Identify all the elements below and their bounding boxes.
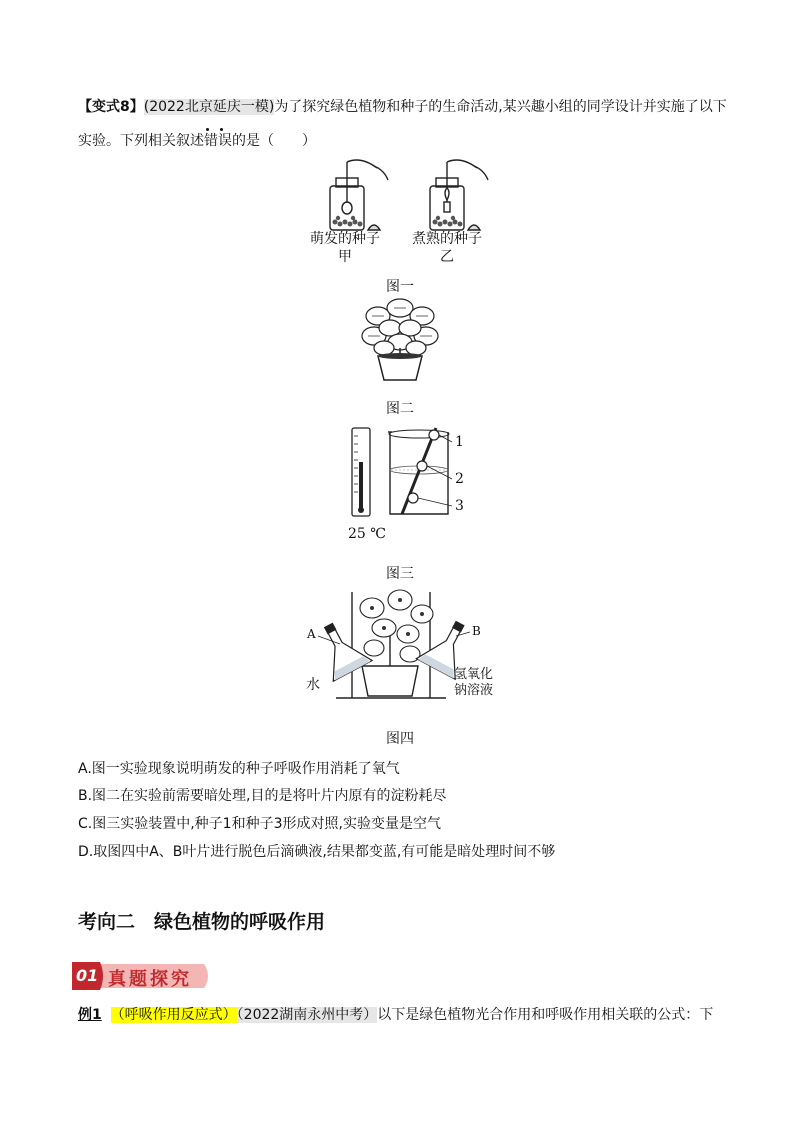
example-text: 以下是绿色植物光合作用和呼吸作用相关联的公式：下 [377, 1007, 714, 1023]
figure3-seed-beaker [340, 422, 470, 522]
figure4-water-label: 水 [306, 677, 320, 693]
figure1-caption: 图一 [386, 279, 414, 295]
question-tag: 【变式8】 [78, 99, 144, 115]
figure2-caption: 图二 [386, 401, 414, 417]
jar-germinating-seeds [330, 160, 388, 230]
figure2-potted-plant [360, 298, 440, 382]
option-b: B.图二在实验前需要暗处理,目的是将叶片内原有的淀粉耗尽 [78, 788, 447, 804]
question-source: (2022北京延庆一模) [143, 99, 275, 115]
jar-boiled-seeds [430, 160, 488, 230]
figure3-label-2: 2 [455, 471, 464, 487]
banner-number: 01 [76, 966, 99, 985]
banner [68, 958, 214, 994]
figure3-caption: 图三 [386, 566, 414, 582]
option-a: A.图一实验现象说明萌发的种子呼吸作用消耗了氧气 [78, 761, 400, 777]
option-d: D.取图四中A、B叶片进行脱色后滴碘液,结果都变蓝,有可能是暗处理时间不够 [78, 844, 556, 860]
figure4-naoh-label [454, 667, 493, 699]
figure4-label-b: B [472, 624, 481, 638]
example-source: （2022湖南永州中考） [236, 1007, 378, 1023]
example-topic: （呼吸作用反应式） [110, 1007, 237, 1023]
figure1-left-label: 萌发的种子 [310, 231, 380, 247]
question-header [78, 97, 727, 117]
example-label: 例1 [78, 1007, 102, 1023]
figure4-caption: 图四 [386, 731, 414, 747]
banner-text: 真题探究 [108, 969, 192, 990]
figure1-right-sub: 乙 [440, 249, 454, 265]
figure4-naoh-line1: 氢氧化 [454, 667, 494, 682]
option-c: C.图三实验装置中,种子1和种子3形成对照,实验变量是空气 [78, 816, 441, 832]
figure4-naoh-line2: 钠溶液 [454, 683, 494, 698]
figure1-left-sub: 甲 [338, 249, 352, 265]
figure4-label-a: A [307, 627, 316, 641]
question-text-line1: 为了探究绿色植物和种子的生命活动,某兴趣小组的同学设计并实施了以下 [274, 99, 727, 115]
figure3-label-3: 3 [455, 498, 464, 514]
question-text-line2: 实验。下列相关叙述错误的是（ ） [78, 133, 316, 149]
figure1-right-label: 煮熟的种子 [412, 231, 482, 247]
figure3-label-1: 1 [455, 434, 464, 450]
figure3-temperature: 25 ℃ [348, 526, 386, 542]
example-line [78, 1005, 713, 1025]
section-title: 考向二 绿色植物的呼吸作用 [78, 911, 326, 933]
